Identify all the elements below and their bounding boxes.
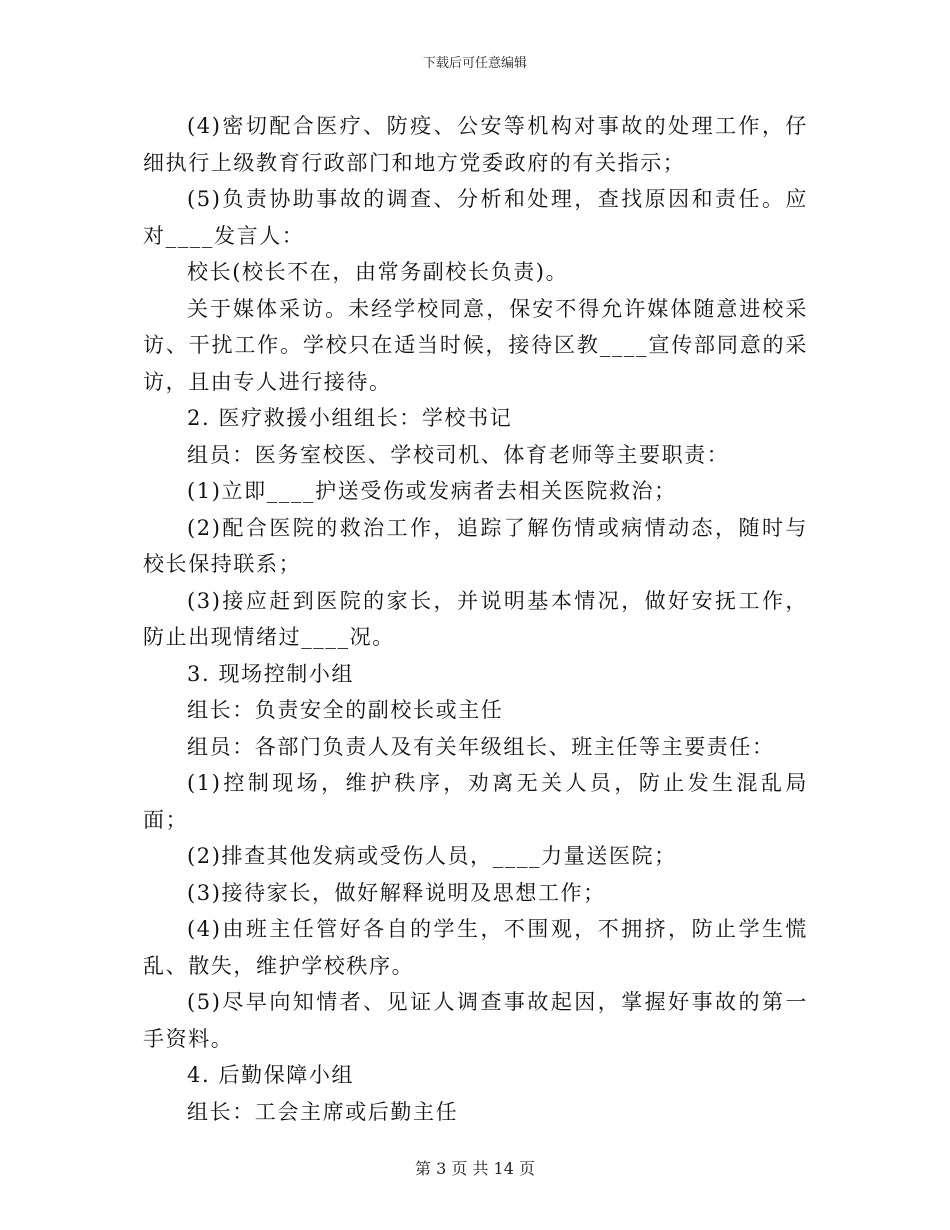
paragraph-medical-duty-2: (2)配合医院的救治工作，追踪了解伤情或病情动态，随时与校长保持联系； bbox=[143, 515, 808, 576]
paragraph-item-5-investigate: (5)负责协助事故的调查、分析和处理，查找原因和责任。应对____发言人： bbox=[143, 187, 808, 248]
paragraph-site-control-leader: 组长：负责安全的副校长或主任 bbox=[187, 698, 504, 722]
paragraph-site-control-members: 组员：各部门负责人及有关年级组长、班主任等主要责任： bbox=[187, 734, 775, 759]
paragraph-media-interviews: 关于媒体采访。未经学校同意，保安不得允许媒体随意进校采访、干扰工作。学校只在适当时候，接待区教____宣传部同意的采访，且由专人进行接待。 bbox=[143, 296, 808, 394]
paragraph-item-4-cooperate: (4)密切配合医疗、防疫、公安等机构对事故的处理工作，仔细执行上级教育行政部门和地方党委政府的有关指示； bbox=[143, 114, 808, 175]
paragraph-logistics-leader: 组长：工会主席或后勤主任 bbox=[187, 1099, 459, 1124]
paragraph-site-duty-3: (3)接待家长，做好解释说明及思想工作； bbox=[187, 880, 606, 905]
paragraph-medical-members: 组员：医务室校医、学校司机、体育老师等主要职责： bbox=[187, 442, 730, 467]
paragraph-medical-duty-3: (3)接应赶到医院的家长，并说明基本情况，做好安抚工作，防止出现情绪过____况。 bbox=[143, 588, 808, 649]
page-header-note: 下载后可任意编辑 bbox=[422, 56, 527, 71]
document-body bbox=[143, 108, 808, 1130]
paragraph-site-duty-1: (1)控制现场，维护秩序，劝离无关人员，防止发生混乱局面； bbox=[143, 771, 808, 832]
paragraph-site-duty-2: (2)排查其他发病或受伤人员，____力量送医院； bbox=[187, 844, 677, 868]
heading-site-control-group: 3. 现场控制小组 bbox=[187, 661, 355, 686]
paragraph-medical-duty-1: (1)立即____护送受伤或发病者去相关医院救治； bbox=[187, 479, 677, 503]
paragraph-site-duty-4: (4)由班主任管好各自的学生，不围观，不拥挤，防止学生慌乱、散失，维护学校秩序。 bbox=[143, 917, 808, 978]
heading-logistics-group: 4. 后勤保障小组 bbox=[187, 1063, 355, 1087]
page-number-footer: 第 3 页 共 14 页 bbox=[415, 1159, 535, 1178]
heading-medical-rescue-group: 2. 医疗救援小组组长：学校书记 bbox=[187, 406, 513, 430]
paragraph-spokesperson: 校长(校长不在，由常务副校长负责)。 bbox=[187, 260, 569, 284]
paragraph-site-duty-5: (5)尽早向知情者、见证人调查事故起因，掌握好事故的第一手资料。 bbox=[143, 990, 808, 1051]
